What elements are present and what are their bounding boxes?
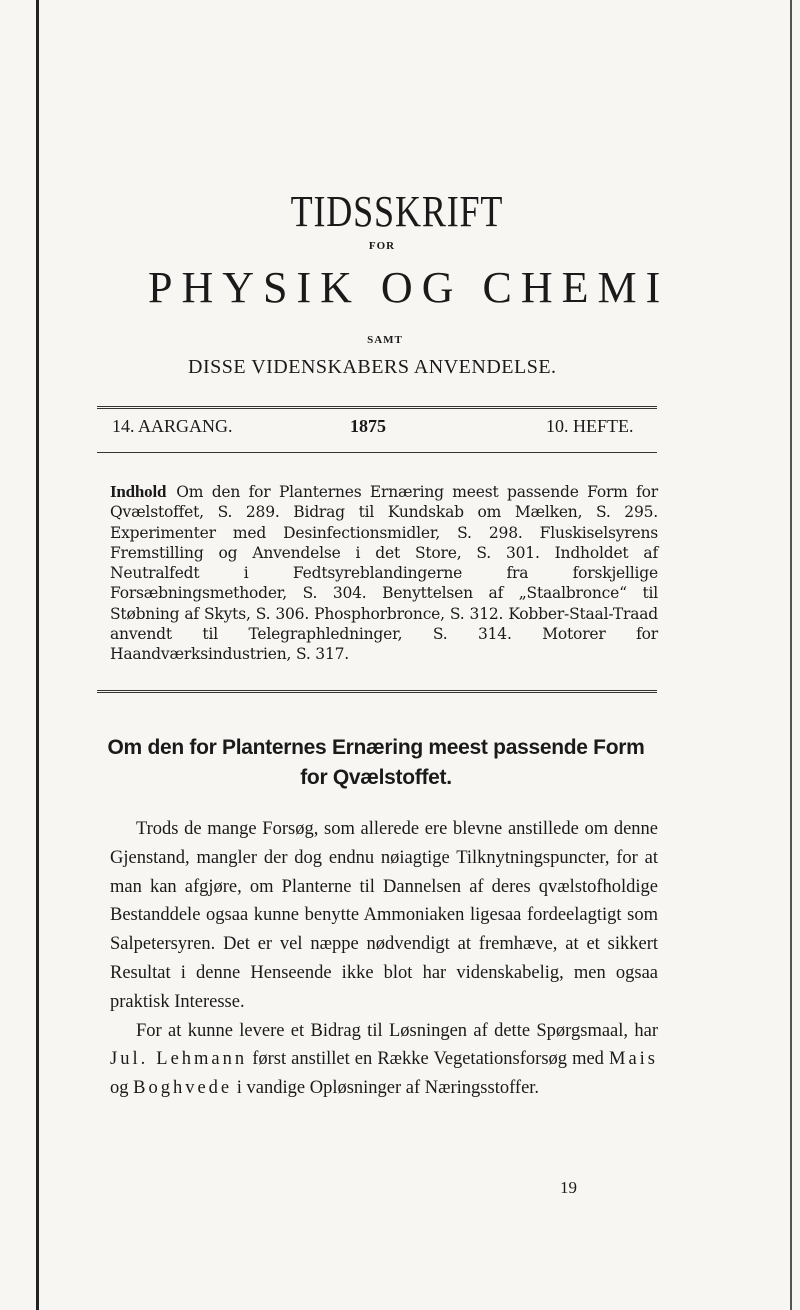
header-rule-top [97,406,657,411]
volume-label: 14. AARGANG. [112,416,233,436]
paragraph-text: og [110,1078,134,1099]
article-title: Om den for Planternes Ernæring meest passende Form for Qvælstoffet. [107,736,645,789]
title-connector-samt: SAMT [367,334,403,346]
contents-text: Om den for Planternes Ernæring meest passende Form for Qvælstoffet, S. 289. Bidrag til Kundskab om Mælken, S. 295. Experimenter med Desinfectionsmidler, S. 298. Fluskiselsyrens Fremstilling og Anvendelse i det Store, S. 301. Indholdet af Neutralfedt i Fedtsyreblandingerne fra forskjellige Forsæbningsmethoder, S. 304. Benyttelsen af „Staalbronce“ til Støbning af Skyts, S. 306. Phosphorbronce, S. 312. Kobber-Staal-Traad anvendt til Telegraphledninger, S. 314. Motorer for Haandværksindustrien, S. 317. [110,483,658,664]
plant-name: Mais [609,1049,658,1070]
header-rule-bottom [97,452,657,453]
issue-number-label: 10. HEFTE. [546,416,634,436]
journal-title: TIDSSKRIFT [290,187,504,236]
year-label: 1875 [350,416,386,436]
journal-subtitle: DISSE VIDENSKABERS ANVENDELSE. [188,356,557,378]
section-divider [97,690,657,695]
plant-name: Boghvede [133,1078,233,1099]
scan-right-edge [790,0,792,1310]
paragraph-text: For at kunne levere et Bidrag til Løsningen af dette Spørgsmaal, har [136,1020,658,1041]
paragraph-text: i vandige Opløsninger af Næringsstoffer. [232,1078,540,1099]
article-body [110,815,658,1103]
table-of-contents [110,482,658,665]
author-name: Jul. Lehmann [110,1049,248,1070]
paragraph [110,1017,658,1103]
scan-left-edge [36,0,39,1310]
journal-title-main: PHYSIK OG CHEMI [148,263,670,312]
page-number: 19 [560,1178,577,1197]
paragraph: Trods de mange Forsøg, som allerede ere blevne anstillede om denne Gjenstand, mangler der dog endnu nøiagtige Tilknytningspuncter, for at man kan afgjøre, om Planterne til Dannelsen af deres qvælstofholdige Bestanddele ogsaa kunne benytte Ammoniaken ligesaa fordeelagtigt som Salpetersyren. Det er vel næppe nødvendigt at fremhæve, at et sikkert Resultat i denne Henseende ikke blot har videnskabelig, men ogsaa praktisk Interesse. [110,819,658,1012]
contents-lead: Indhold [110,482,167,501]
title-connector-for: FOR [368,240,396,252]
paragraph-text: først anstillet en Række Vegetationsforsøg med [247,1049,609,1070]
